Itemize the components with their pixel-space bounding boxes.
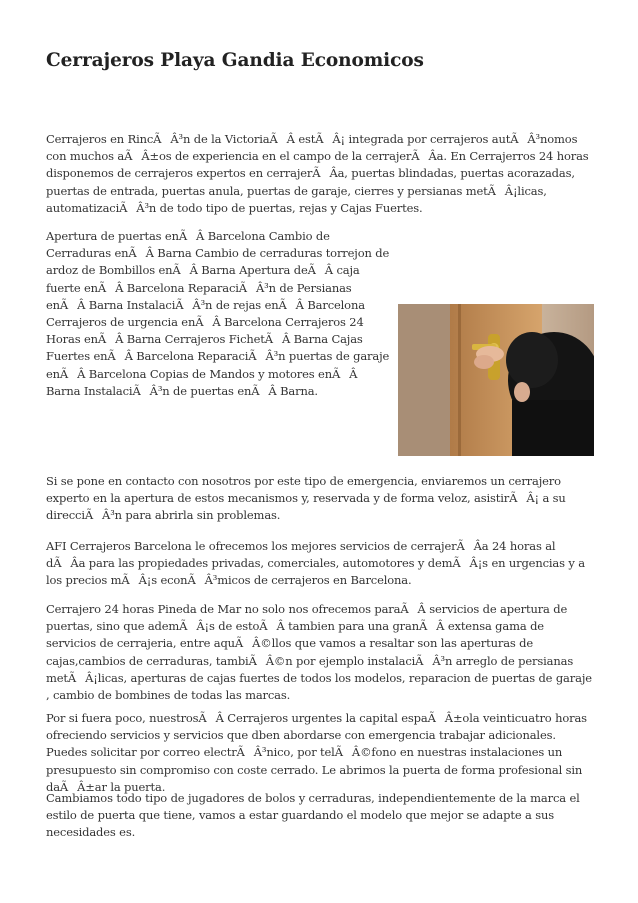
paragraph-4: AFI Cerrajeros Barcelona le ofrecemos los mejores servicios de cerrajerÃÂa 24 horas al dÃÂa para las propiedades privadas, comerciales, automotores y demÃÂ¡s en urgencias y a los precios mÃÂ¡s econÃÂ³micos de cerrajeros en Barcelona.	[46, 539, 585, 588]
paragraph-5: Cerrajero 24 horas Pineda de Mar no solo nos ofrecemos paraÃÂ servicios de apertura de puertas, sino que ademÃÂ¡s de estoÃÂ tambien para una granÃÂ extensa gama de servicios de cerrajeria, entre aquÃÂ©llos que vamos a resaltar son las aperturas de cajas,cambios de cerraduras, tambiÃÂ©n por ejemplo instalaciÃÂ³n arreglo de persianas metÃÂ¡licas, aperturas de cajas fuertes de todos los modelos, reparacion de puertas de garaje , cambio de bombines de todas las marcas.	[46, 602, 592, 703]
paragraph-3: Si se pone en contacto con nosotros por este tipo de emergencia, enviaremos un cerrajero experto en la apertura de estos mecanismos y, reservada y de forma veloz, asistirÃÂ¡ a su direcciÃÂ³n para abrirla sin problemas.	[46, 474, 566, 523]
paragraph-2: Apertura de puertas enÃÂ Barcelona Cambio de Cerraduras enÃÂ Barna Cambio de cerraduras torrejon de ardoz de Bombillos enÃÂ Barna Apertura deÃÂ caja fuerte enÃÂ Barcelona ReparaciÃÂ³n de Persianas enÃÂ Barna InstalaciÃÂ³n de rejas enÃÂ Barcelona Cerrajeros de urgencia enÃÂ Barcelona Cerrajeros 24 Horas enÃÂ Barna Cerrajeros FichetÃÂ Barna Cajas Fuertes enÃÂ Barcelona ReparaciÃÂ³n puertas de garaje enÃÂ Barcelona Copias de Mandos y motores enÃÂ Barna InstalaciÃÂ³n de puertas enÃÂ Barna.	[46, 229, 390, 398]
paragraph-1: Cerrajeros en RincÃÂ³n de la VictoriaÃÂ estÃÂ¡ integrada por cerrajeros autÃÂ³nomos con muchos aÃÂ±os de experiencia en el campo de la cerrajerÃÂa. En Cerrajerros 24 horas disponemos de cerrajeros expertos en cerrajerÃÂa, puertas blindadas, puertas acorazadas, puertas de entrada, puertas anula, puertas de garaje, cierres y persianas metÃÂ¡licas, automatizaciÃÂ³n de todo tipo de puertas, rejas y Cajas Fuertes.	[46, 132, 589, 215]
paragraph-7: Cambiamos todo tipo de jugadores de bolos y cerraduras, independientemente de la marca el estilo de puerta que tiene, vamos a estar guardando el modelo que mejor se adapte a sus necesidades es.	[46, 791, 580, 840]
locksmith-photo	[398, 304, 594, 456]
paragraph-with-photo	[46, 228, 594, 458]
page-title: Cerrajeros Playa Gandia Economicos	[46, 50, 424, 71]
paragraph-6: Por si fuera poco, nuestrosÃÂ Cerrajeros urgentes la capital espaÃÂ±ola veinticuatro horas ofreciendo servicios y servicios que dben abordarse con emergencia trabajar adicionales. Puedes solicitar por correo electrÃÂ³nico, por telÃÂ©fono en nuestras instalaciones un presupuesto sin compromiso con coste cerrado. Le abrimos la puerta de forma profesional sin daÃÂ±ar la puerta.	[46, 711, 587, 794]
